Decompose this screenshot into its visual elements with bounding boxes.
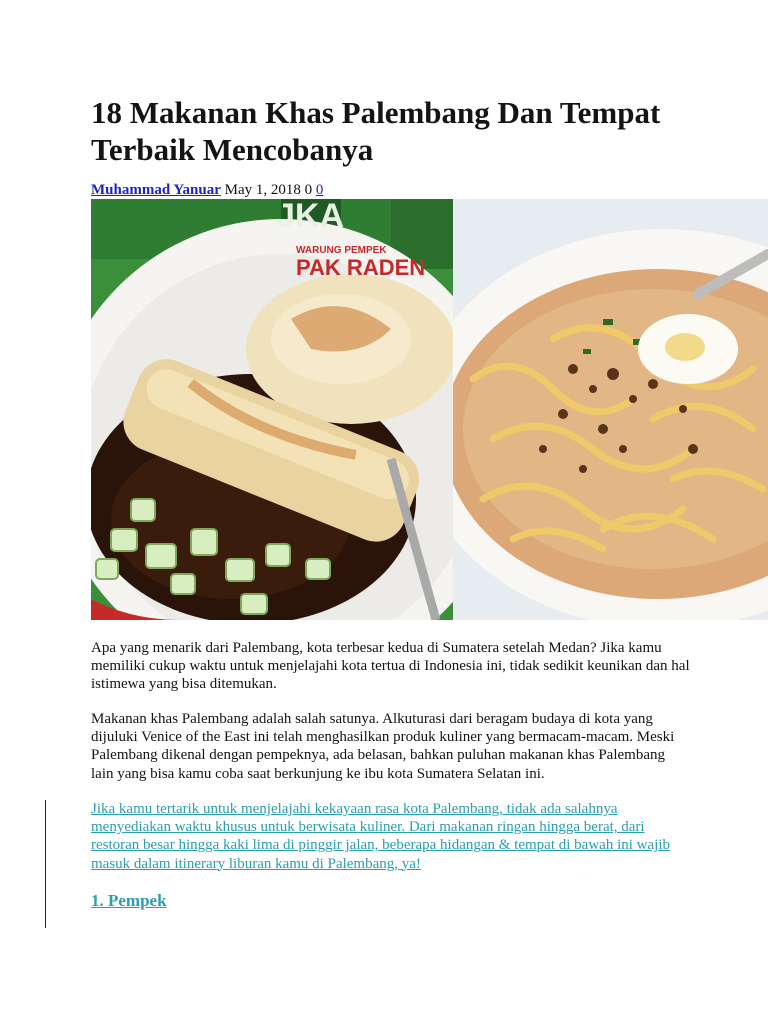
photo-sign-small: WARUNG PEMPEK	[296, 245, 387, 256]
teaser-link-text[interactable]: Jika kamu tertarik untuk menjelajahi kekayaan rasa kota Palembang, tidak ada salahnya menyediakan waktu khusus untuk berwisata kuliner. Dari makanan ringan hingga berat, dari restoran besar hingga kaki lima di pinggir jalan, beberapa hidangan & tempat di bawah ini wajib masuk dalam itinerary liburan kamu di Palembang, ya!	[91, 801, 670, 872]
side-divider	[45, 800, 46, 928]
photo-sign-top: JKA	[276, 199, 345, 235]
article-title: 18 Makanan Khas Palembang Dan Tempat Terbaik Mencobanya	[91, 95, 661, 167]
noodle-photo	[453, 199, 768, 620]
article-photos	[91, 199, 768, 620]
section-heading-pempek[interactable]: 1. Pempek	[91, 891, 167, 910]
photo-sign-name: PAK RADEN	[296, 255, 426, 280]
intro-paragraph: Apa yang menarik dari Palembang, kota terbesar kedua di Sumatera setelah Medan? Jika kamu memiliki cukup waktu untuk menjelajahi kota tertua di Indonesia ini, tidak sedikit keunikan dan hal istimewa yang bisa ditemukan.	[91, 640, 690, 693]
teaser-paragraph-link[interactable]	[91, 800, 691, 873]
author-link[interactable]: Muhammad Yanuar	[91, 182, 221, 198]
comment-count-link[interactable]: 0	[315, 182, 324, 198]
publish-date: May 1, 2018	[224, 182, 301, 198]
count-a: 0	[304, 182, 313, 198]
article-meta	[91, 181, 323, 199]
body-paragraph: Makanan khas Palembang adalah salah satunya. Alkuturasi dari beragam budaya di kota yang dijuluki Venice of the East ini telah menghasilkan produk kuliner yang bermacam-macam. Meski Palembang dikenal dengan pempeknya, ada belasan, bahkan puluhan makanan khas Palembang lain yang bisa kamu coba saat berkunjung ke ibu kota Sumatera Selatan ini.	[91, 711, 675, 782]
pempek-photo	[91, 199, 453, 620]
